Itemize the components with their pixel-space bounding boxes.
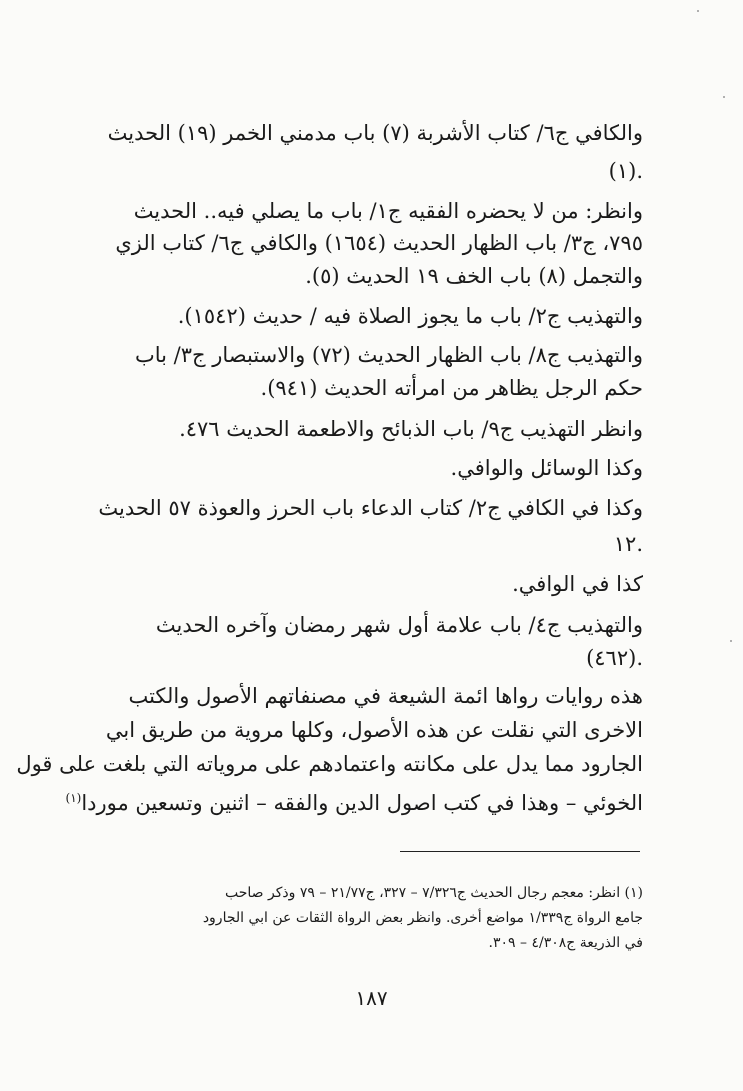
text-line: حكم الرجل يظاهر من امرأته الحديث (٩٤١). [260,376,643,400]
text-line: .١٢ [613,532,643,556]
text-line: والتجمل (٨) باب الخف ١٩ الحديث (٥). [305,264,643,288]
text-line: كذا في الوافي. [512,572,643,596]
text-line: وكذا في الكافي ج٢/ كتاب الدعاء باب الحرز والعوذة ٥٧ الحديث [98,496,643,520]
text-line: الجارود مما يدل على مكانته واعتمادهم على مروياته التي بلغت على قول [16,752,643,776]
text-line: الخوئي – وهذا في كتب اصول الدين والفقه – اثنين وتسعين موردا [81,791,643,815]
footnote-line: في الذريعة ج٤/٣٠٨ – ٣٠٩. [488,935,643,951]
scan-speck [697,10,699,12]
scan-speck [723,96,725,98]
page-number: ١٨٧ [355,986,388,1010]
text-line: والتهذيب ج٢/ باب ما يجوز الصلاة فيه / حديث (١٥٤٢). [177,304,643,328]
footnote-line: جامع الرواة ج١/٣٣٩ مواضع أخرى. وانظر بعض الرواة الثقات عن ابي الجارود [202,910,643,926]
text-line: والكافي ج٦/ كتاب الأشربة (٧) باب مدمني الخمر (١٩) الحديث [107,121,643,145]
text-line: هذه روايات رواها ائمة الشيعة في مصنفاتهم الأصول والكتب [128,684,643,708]
text-line: والتهذيب ج٤/ باب علامة أول شهر رمضان وآخره الحديث [155,613,643,637]
text-line: وانظر التهذيب ج٩/ باب الذبائح والاطعمة الحديث ٤٧٦. [179,417,643,441]
text-line: وانظر: من لا يحضره الفقيه ج١/ باب ما يصلي فيه.. الحديث [133,199,643,223]
footnote-marker: (١) [65,791,82,805]
text-line: وكذا الوسائل والوافي. [450,456,643,480]
scan-speck [730,640,732,642]
text-line: الاخرى التي نقلت عن هذه الأصول، وكلها مروية من طريق ابي [105,718,643,742]
text-line: .(١) [608,159,643,183]
text-line: ٧٩٥، ج٣/ باب الظهار الحديث (١٦٥٤) والكافي ج٦/ كتاب الزي [115,231,643,255]
footnote-line: (١) انظر: معجم رجال الحديث ج٧/٣٢٦ – ٣٢٧، ج٢١/٧٧ – ٧٩ وذكر صاحب [225,885,643,901]
footnote-divider [400,851,640,852]
text-line: والتهذيب ج٨/ باب الظهار الحديث (٧٢) والاستبصار ج٣/ باب [134,343,643,367]
text-line: .(٤٦٢) [586,646,643,670]
